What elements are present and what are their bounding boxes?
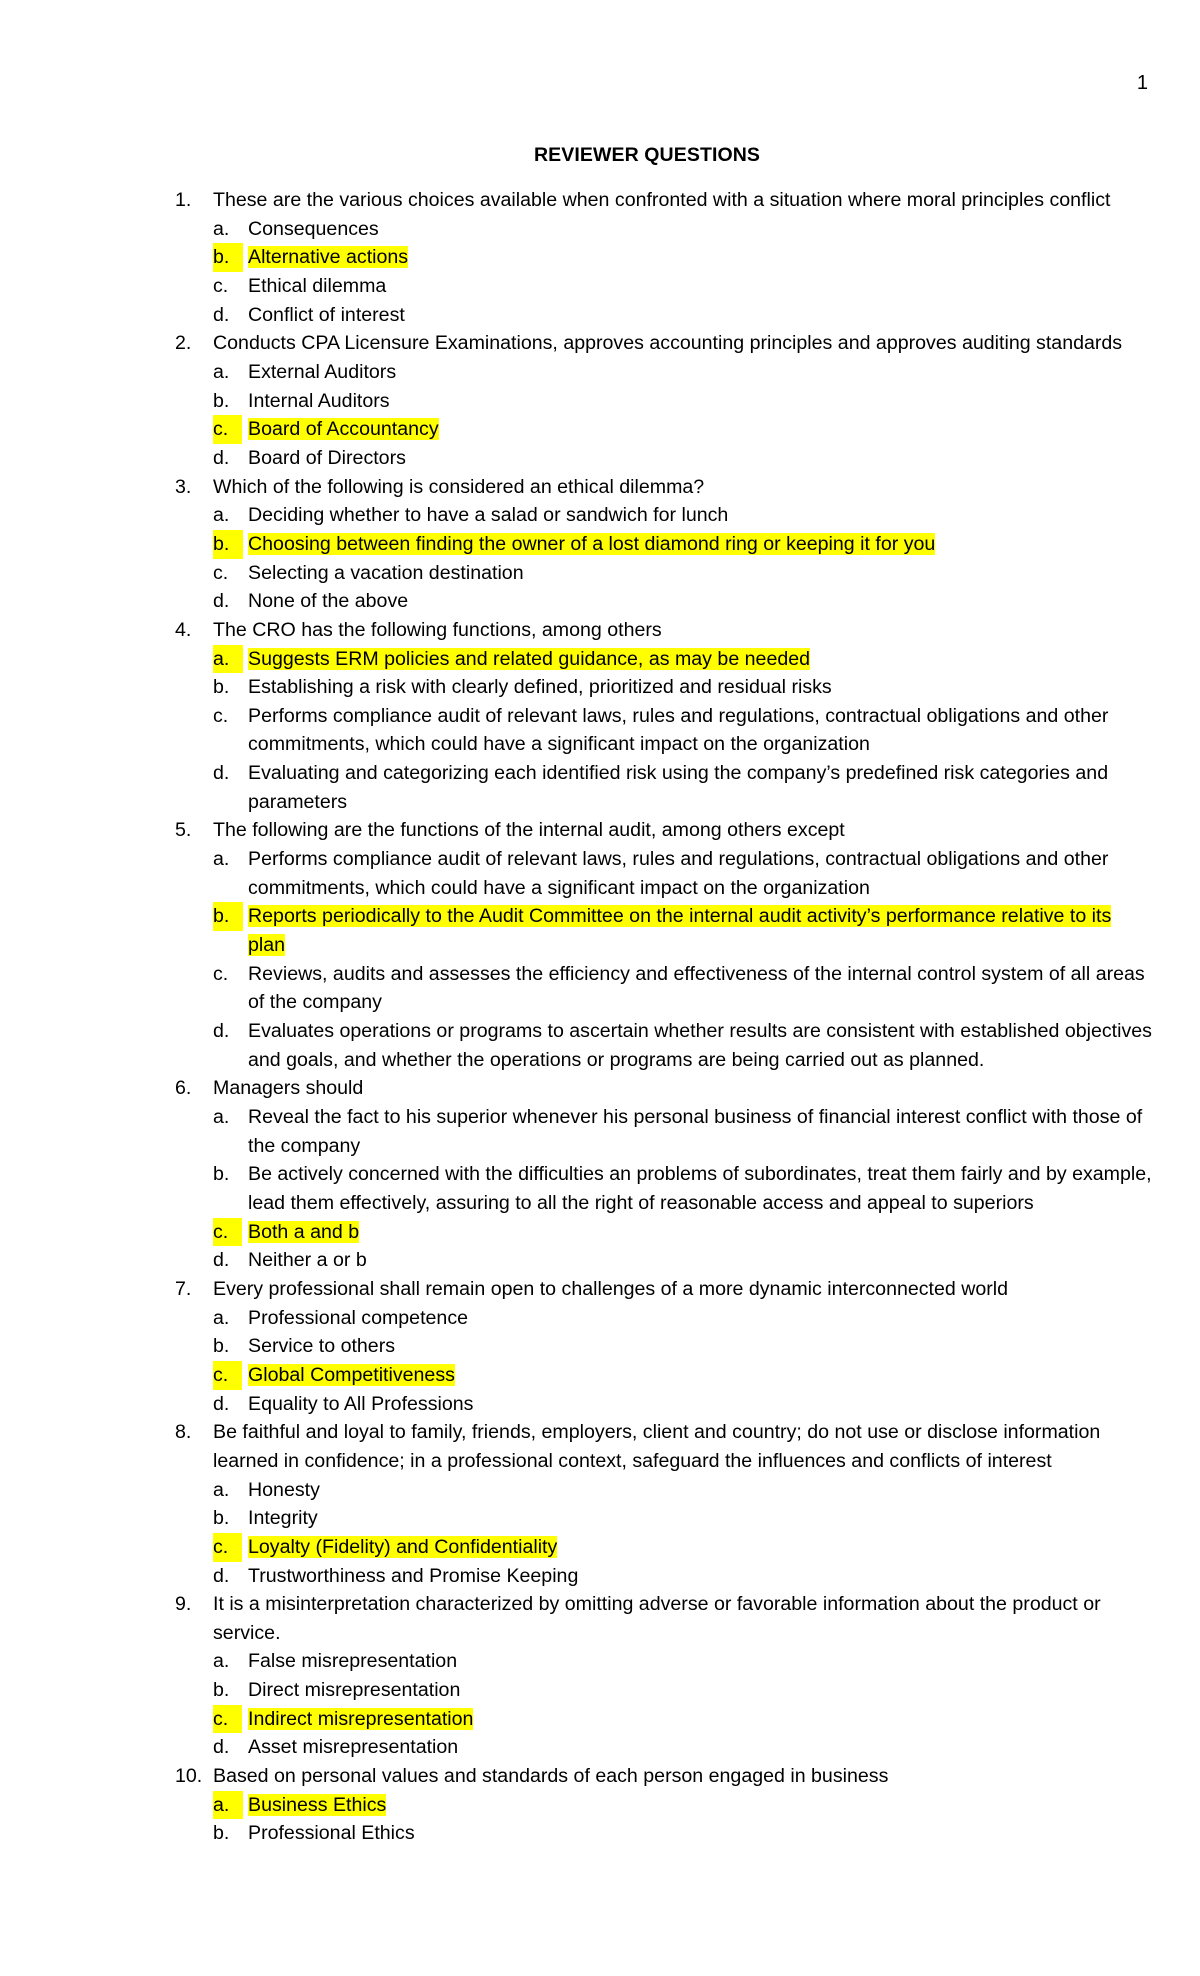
- question-number: 2.: [175, 332, 192, 355]
- option-letter: b.: [213, 389, 230, 412]
- option-letter: b.: [213, 1822, 230, 1845]
- question-item: [0, 329, 1200, 472]
- answer-option-highlighted: [213, 1218, 1152, 1247]
- question-item: [0, 1074, 1200, 1275]
- option-letter: c.: [213, 704, 229, 727]
- option-text: Board of Accountancy: [248, 418, 439, 441]
- option-letter: a.: [213, 1478, 230, 1501]
- question-item: [0, 616, 1200, 817]
- question-item: [0, 1418, 1200, 1590]
- option-letter: b.: [213, 676, 230, 699]
- answer-option-highlighted: [213, 415, 1152, 444]
- option-text: Internal Auditors: [248, 389, 390, 412]
- option-list: [213, 215, 1152, 330]
- answer-option: [213, 1676, 1152, 1705]
- answer-option: [213, 1103, 1152, 1160]
- question-item: [0, 1275, 1200, 1418]
- answer-option: [213, 559, 1152, 588]
- option-letter: a.: [213, 1306, 230, 1329]
- option-letter: b.: [213, 1507, 230, 1530]
- option-letter: a.: [213, 1791, 243, 1820]
- option-letter: a.: [213, 360, 230, 383]
- option-letter: c.: [213, 415, 242, 444]
- question-number: 7.: [175, 1277, 192, 1300]
- option-text: Consequences: [248, 217, 379, 240]
- question-text: Based on personal values and standards of each person engaged in business: [213, 1765, 889, 1788]
- option-list: [213, 1476, 1152, 1591]
- question-number: 6.: [175, 1077, 192, 1100]
- option-text: False misrepresentation: [248, 1650, 458, 1673]
- question-text: Every professional shall remain open to challenges of a more dynamic interconnected world: [213, 1277, 1009, 1300]
- option-text: Equality to All Professions: [248, 1392, 474, 1415]
- answer-option: [213, 1304, 1152, 1333]
- option-letter: b.: [213, 1679, 230, 1702]
- option-letter: d.: [213, 1249, 230, 1272]
- option-text: Selecting a vacation destination: [248, 561, 524, 584]
- option-text: Integrity: [248, 1507, 318, 1530]
- answer-option: [213, 1562, 1152, 1591]
- question-number: 9.: [175, 1593, 192, 1616]
- option-letter: a.: [213, 504, 230, 527]
- option-text: Board of Directors: [248, 446, 406, 469]
- option-text: Evaluating and categorizing each identified risk using the company’s predefined risk categories and parameters: [248, 762, 1109, 813]
- document-title: REVIEWER QUESTIONS: [533, 144, 761, 166]
- answer-option: [213, 1733, 1152, 1762]
- question-number: 4.: [175, 618, 192, 641]
- answer-option-highlighted: [213, 902, 1152, 959]
- answer-option-highlighted: [213, 530, 1152, 559]
- answer-option: [213, 1390, 1152, 1419]
- answer-option: [213, 1647, 1152, 1676]
- option-text: Loyalty (Fidelity) and Confidentiality: [248, 1535, 558, 1558]
- option-letter: d.: [213, 590, 230, 613]
- question-number: 1.: [175, 189, 192, 211]
- option-letter: d.: [213, 1020, 230, 1043]
- answer-option: [213, 1160, 1152, 1217]
- option-letter: c.: [213, 962, 229, 985]
- option-text: Alternative actions: [248, 246, 409, 269]
- option-letter: b.: [213, 243, 243, 272]
- option-text: Neither a or b: [248, 1249, 367, 1272]
- answer-option: [213, 358, 1152, 387]
- option-list: [213, 358, 1152, 473]
- option-letter: a.: [213, 217, 230, 240]
- option-letter: b.: [213, 902, 243, 931]
- answer-option-highlighted: [213, 1361, 1152, 1390]
- answer-option-highlighted: [213, 1705, 1152, 1734]
- option-letter: a.: [213, 1650, 230, 1673]
- question-item: [0, 1762, 1200, 1848]
- question-text: Managers should: [213, 1077, 364, 1100]
- question-text: It is a misinterpretation characterized by omitting adverse or favorable information about the product or service.: [213, 1593, 1101, 1644]
- question-text: The CRO has the following functions, among others: [213, 618, 662, 641]
- option-letter: d.: [213, 303, 230, 326]
- option-letter: c.: [213, 274, 229, 297]
- answer-option: [213, 501, 1152, 530]
- answer-option: [213, 1332, 1152, 1361]
- option-text: Deciding whether to have a salad or sandwich for lunch: [248, 504, 729, 527]
- option-list: [213, 1103, 1152, 1275]
- question-number: 10.: [175, 1765, 203, 1788]
- option-text: External Auditors: [248, 360, 397, 383]
- page-number: 1: [1136, 72, 1148, 94]
- option-list: [213, 1647, 1152, 1762]
- option-text: Trustworthiness and Promise Keeping: [248, 1564, 579, 1587]
- option-text: Suggests ERM policies and related guidance, as may be needed: [248, 647, 811, 670]
- answer-option-highlighted: [213, 243, 1152, 272]
- answer-option-highlighted: [213, 1791, 1152, 1820]
- answer-option: [213, 587, 1152, 616]
- option-letter: c.: [213, 561, 229, 584]
- question-number: 8.: [175, 1421, 192, 1444]
- answer-option-highlighted: [213, 645, 1152, 674]
- option-list: [213, 645, 1152, 817]
- option-text: Professional Ethics: [248, 1822, 415, 1845]
- option-letter: a.: [213, 848, 230, 871]
- question-text: Be faithful and loyal to family, friends, employers, client and country; do not use or disclose information learned in confidence; in a professional context, safeguard the influences and conflicts of interest: [213, 1421, 1101, 1472]
- option-text: Service to others: [248, 1335, 396, 1358]
- question-text: Conducts CPA Licensure Examinations, approves accounting principles and approves auditing standards: [213, 332, 1123, 355]
- option-text: Global Competitiveness: [248, 1363, 455, 1386]
- option-letter: c.: [213, 1218, 242, 1247]
- option-list: [213, 501, 1152, 616]
- option-letter: b.: [213, 1163, 230, 1186]
- option-text: Be actively concerned with the difficulties an problems of subordinates, treat them fairly and by example, lead them effectively, assuring to all the right of reasonable access and appeal to superiors: [248, 1163, 1152, 1214]
- option-text: Evaluates operations or programs to ascertain whether results are consistent with established objectives and goals, and whether the operations or programs are being carried out as planned.: [248, 1020, 1152, 1071]
- option-text: Reveal the fact to his superior whenever his personal business of financial interest conflict with those of the company: [248, 1106, 1143, 1157]
- answer-option: [213, 1476, 1152, 1505]
- option-letter: d.: [213, 446, 230, 469]
- option-list: [213, 1791, 1152, 1848]
- option-letter: d.: [213, 1736, 230, 1759]
- question-number: 5.: [175, 819, 192, 842]
- question-text: These are the various choices available when confronted with a situation where moral principles conflict: [213, 189, 1111, 211]
- answer-option: [213, 1246, 1152, 1275]
- option-text: Reviews, audits and assesses the efficiency and effectiveness of the internal control system of all areas of the company: [248, 962, 1145, 1014]
- question-item: [0, 1590, 1200, 1762]
- option-letter: a.: [213, 1106, 230, 1128]
- answer-option-highlighted: [213, 1533, 1152, 1562]
- option-text: Direct misrepresentation: [248, 1679, 461, 1702]
- question-item: [0, 186, 1200, 329]
- option-text: Performs compliance audit of relevant laws, rules and regulations, contractual obligations and other commitments, which could have a significant impact on the organization: [248, 704, 1109, 756]
- option-letter: a.: [213, 645, 243, 674]
- answer-option: [213, 845, 1152, 902]
- question-text: Which of the following is considered an ethical dilemma?: [213, 475, 705, 498]
- answer-option: [213, 1017, 1152, 1074]
- answer-option: [213, 673, 1152, 702]
- question-item: [0, 816, 1200, 1074]
- option-text: Establishing a risk with clearly defined, prioritized and residual risks: [248, 676, 832, 699]
- option-letter: b.: [213, 530, 243, 559]
- option-letter: b.: [213, 1335, 230, 1358]
- option-text: Asset misrepresentation: [248, 1736, 459, 1759]
- option-text: Choosing between finding the owner of a lost diamond ring or keeping it for you: [248, 532, 936, 555]
- question-number: 3.: [175, 475, 192, 498]
- answer-option: [213, 387, 1152, 416]
- option-letter: d.: [213, 1392, 230, 1415]
- option-letter: d.: [213, 1564, 230, 1587]
- option-list: [213, 1304, 1152, 1419]
- answer-option: [213, 759, 1152, 816]
- answer-option: [213, 215, 1152, 244]
- option-list: [213, 845, 1152, 1074]
- option-text: Professional competence: [248, 1306, 469, 1329]
- answer-option: [213, 960, 1152, 1017]
- answer-option: [213, 1819, 1152, 1848]
- option-text: Business Ethics: [248, 1793, 387, 1816]
- option-text: Ethical dilemma: [248, 274, 387, 297]
- option-letter: c.: [213, 1361, 242, 1390]
- option-letter: d.: [213, 762, 230, 785]
- answer-option: [213, 444, 1152, 473]
- question-item: [0, 473, 1200, 616]
- answer-option: [213, 702, 1152, 759]
- option-letter: c.: [213, 1705, 242, 1734]
- option-letter: c.: [213, 1533, 242, 1562]
- answer-option: [213, 301, 1152, 330]
- option-text: Both a and b: [248, 1220, 360, 1243]
- option-text: Reports periodically to the Audit Committee on the internal audit activity’s performance relative to its plan: [248, 905, 1112, 957]
- question-text: The following are the functions of the internal audit, among others except: [213, 819, 845, 842]
- option-text: Indirect misrepresentation: [248, 1707, 474, 1730]
- option-text: Conflict of interest: [248, 303, 405, 326]
- answer-option: [213, 272, 1152, 301]
- answer-option: [213, 1504, 1152, 1533]
- option-text: Honesty: [248, 1478, 320, 1501]
- option-text: None of the above: [248, 590, 409, 613]
- question-list: [0, 186, 1200, 1848]
- option-text: Performs compliance audit of relevant laws, rules and regulations, contractual obligations and other commitments, which could have a significant impact on the organization: [248, 848, 1109, 899]
